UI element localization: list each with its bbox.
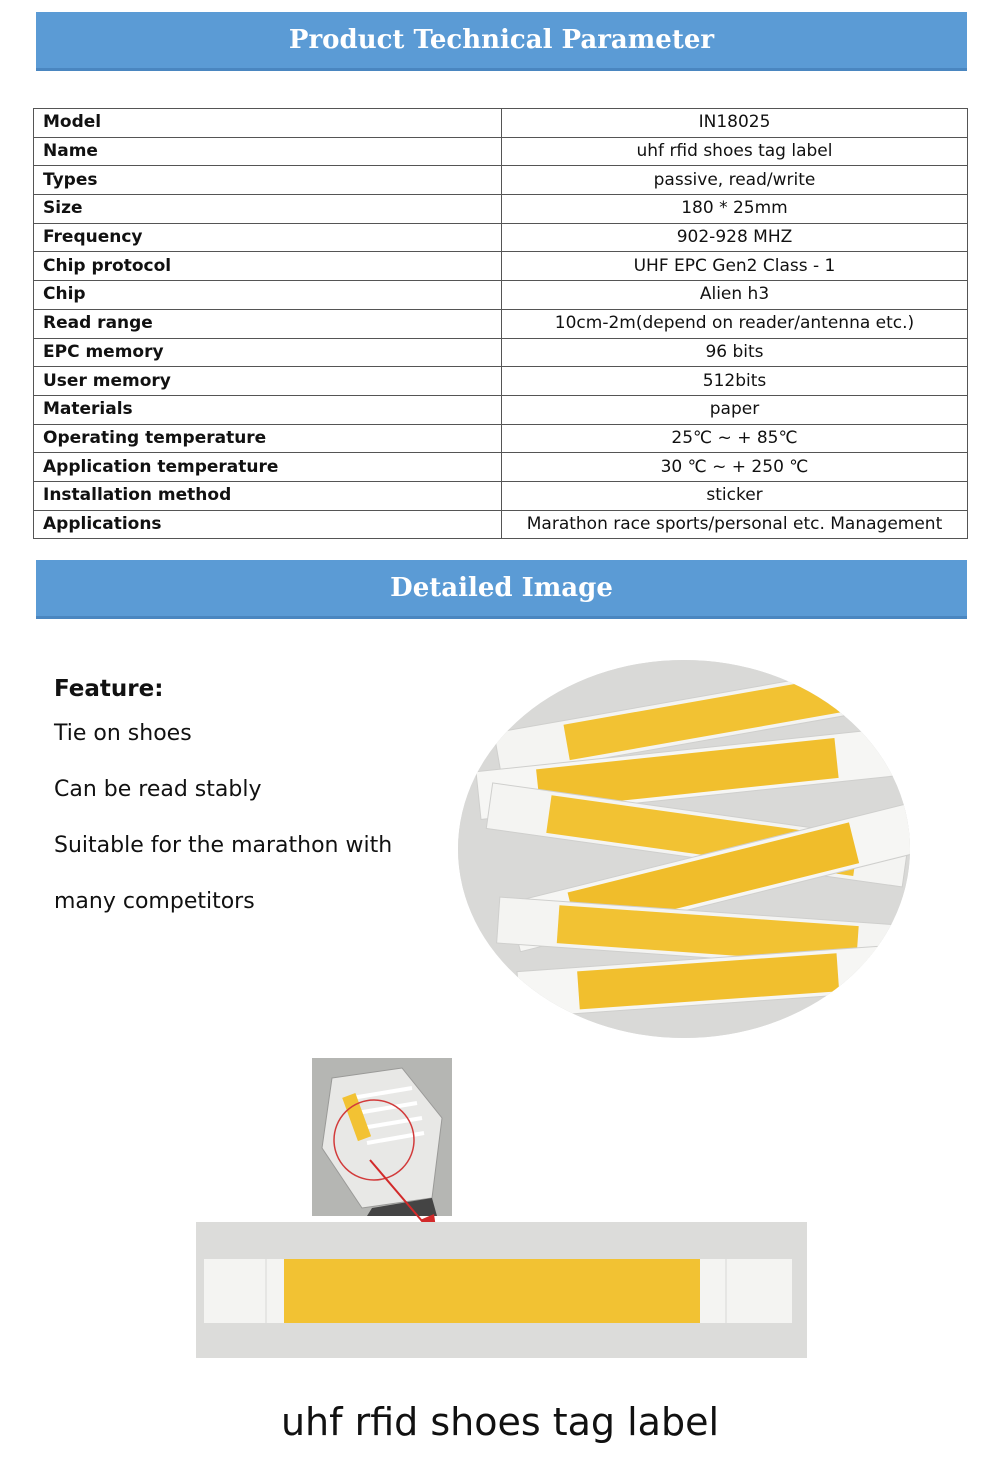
- product-caption: uhf rfid shoes tag label: [280, 1400, 720, 1444]
- spec-key: Application temperature: [34, 453, 502, 482]
- spec-key: User memory: [34, 367, 502, 396]
- table-row: [34, 510, 968, 539]
- spec-value: passive, read/write: [502, 166, 968, 195]
- table-row: [34, 281, 968, 310]
- section-banner-product-parameters: [36, 12, 967, 71]
- table-row: [34, 309, 968, 338]
- spec-value: paper: [502, 395, 968, 424]
- feature-item: Can be read stably: [54, 777, 262, 802]
- tag-stack-photo: [458, 660, 910, 1038]
- spec-key: Chip: [34, 281, 502, 310]
- feature-item: many competitors: [54, 889, 255, 914]
- table-row: [34, 109, 968, 138]
- spec-key: Applications: [34, 510, 502, 539]
- table-row: [34, 223, 968, 252]
- spec-value: sticker: [502, 481, 968, 510]
- spec-key: Size: [34, 195, 502, 224]
- spec-key: Read range: [34, 309, 502, 338]
- spec-key: Chip protocol: [34, 252, 502, 281]
- spec-value: Alien h3: [502, 281, 968, 310]
- spec-key: EPC memory: [34, 338, 502, 367]
- table-row: [34, 195, 968, 224]
- table-row: [34, 453, 968, 482]
- table-row: [34, 481, 968, 510]
- spec-table: [33, 108, 968, 539]
- table-row: [34, 137, 968, 166]
- feature-item: Tie on shoes: [54, 721, 192, 746]
- spec-value: 25℃ ~ + 85℃: [502, 424, 968, 453]
- spec-key: Installation method: [34, 481, 502, 510]
- spec-key: Frequency: [34, 223, 502, 252]
- spec-value: IN18025: [502, 109, 968, 138]
- table-row: [34, 252, 968, 281]
- spec-value: uhf rfid shoes tag label: [502, 137, 968, 166]
- banner-title: Product Technical Parameter: [288, 25, 715, 55]
- spec-value: UHF EPC Gen2 Class - 1: [502, 252, 968, 281]
- spec-value: 512bits: [502, 367, 968, 396]
- table-row: [34, 338, 968, 367]
- spec-value: Marathon race sports/personal etc. Management: [502, 510, 968, 539]
- spec-key: Name: [34, 137, 502, 166]
- spec-key: Model: [34, 109, 502, 138]
- feature-title: Feature:: [54, 676, 164, 702]
- feature-item: Suitable for the marathon with: [54, 833, 393, 858]
- banner-title: Detailed Image: [390, 573, 613, 603]
- spec-key: Types: [34, 166, 502, 195]
- spec-value: 180 * 25mm: [502, 195, 968, 224]
- spec-value: 902-928 MHZ: [502, 223, 968, 252]
- tag-strip-illustration: [196, 1222, 807, 1358]
- section-banner-detailed-image: [36, 560, 967, 619]
- spec-value: 30 ℃ ~ + 250 ℃: [502, 453, 968, 482]
- table-row: [34, 166, 968, 195]
- spec-key: Operating temperature: [34, 424, 502, 453]
- table-row: [34, 395, 968, 424]
- single-tag-photo: [196, 1222, 807, 1358]
- spec-value: 96 bits: [502, 338, 968, 367]
- spec-value: 10cm-2m(depend on reader/antenna etc.): [502, 309, 968, 338]
- table-row: [34, 367, 968, 396]
- table-row: [34, 424, 968, 453]
- feature-list: [54, 676, 454, 944]
- tag-stack-illustration: [458, 660, 910, 1038]
- spec-key: Materials: [34, 395, 502, 424]
